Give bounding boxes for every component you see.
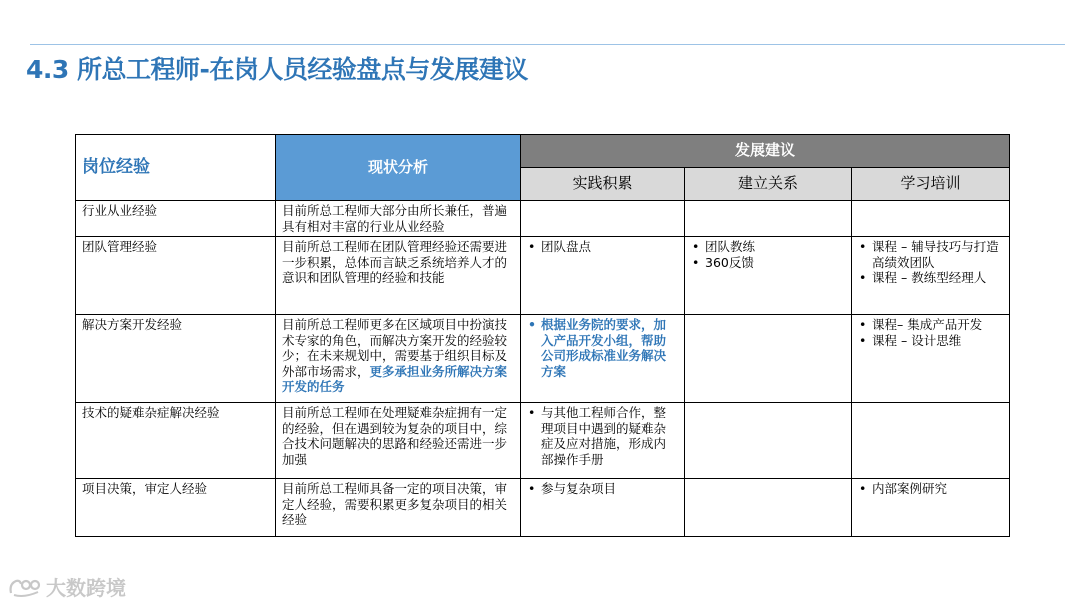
practice-cell xyxy=(521,315,685,403)
status-text: 目前所总工程师更多在区域项目中扮演技术专家的角色，而解决方案开发的经验较少；在未来规划中，需要基于组织目标及外部市场需求， xyxy=(282,317,508,379)
list-item: • 课程– 集成产品开发 xyxy=(872,317,1003,333)
row-label: 解决方案开发经验 xyxy=(76,315,276,403)
training-cell xyxy=(852,403,1010,479)
list-item: • 团队盘点 xyxy=(541,239,678,255)
row-label: 行业从业经验 xyxy=(76,201,276,237)
training-cell xyxy=(852,315,1010,403)
status-cell: 目前所总工程师大部分由所长兼任，普遍具有相对丰富的行业从业经验 xyxy=(276,201,521,237)
list-item: • 内部案例研究 xyxy=(872,481,1003,497)
list-item: • 团队教练 xyxy=(705,239,845,255)
table-row xyxy=(76,315,1010,403)
list-item: • 根据业务院的要求，加入产品开发小组，帮助公司形成标准业务解决方案 xyxy=(541,317,678,379)
relation-cell xyxy=(685,479,852,537)
status-cell: 目前所总工程师具备一定的项目决策，审定人经验，需要积累更多复杂项目的相关经验 xyxy=(276,479,521,537)
table-row xyxy=(76,201,1010,237)
relation-cell xyxy=(685,237,852,315)
title-divider xyxy=(30,44,1065,45)
practice-cell xyxy=(521,237,685,315)
relation-cell xyxy=(685,315,852,403)
practice-cell xyxy=(521,201,685,237)
practice-cell xyxy=(521,479,685,537)
status-cell: 目前所总工程师在处理疑难杂症拥有一定的经验，但在遇到较为复杂的项目中，综合技术问题解决的思路和经验还需进一步加强 xyxy=(276,403,521,479)
watermark xyxy=(8,572,126,601)
header-practice: 实践积累 xyxy=(521,168,685,201)
table-row xyxy=(76,479,1010,537)
watermark-text: 大数跨境 xyxy=(46,576,126,600)
relation-cell xyxy=(685,201,852,237)
training-cell xyxy=(852,237,1010,315)
relation-cell xyxy=(685,403,852,479)
row-label: 团队管理经验 xyxy=(76,237,276,315)
status-cell: 目前所总工程师在团队管理经验还需要进一步积累，总体而言缺乏系统培养人才的意识和团队管理的经验和技能 xyxy=(276,237,521,315)
list-item: • 课程 – 设计思维 xyxy=(872,333,1003,349)
experience-table xyxy=(75,134,1010,537)
table-row xyxy=(76,403,1010,479)
table-row xyxy=(76,237,1010,315)
list-item: • 参与复杂项目 xyxy=(541,481,678,497)
header-training: 学习培训 xyxy=(852,168,1010,201)
practice-cell xyxy=(521,403,685,479)
list-item: • 与其他工程师合作，整理项目中遇到的疑难杂症及应对措施，形成内部操作手册 xyxy=(541,405,678,467)
header-row-1 xyxy=(76,135,1010,168)
watermark-logo-icon xyxy=(8,576,42,598)
status-highlight: 更多承担业务所解决方案开发的任务 xyxy=(282,363,508,394)
page-title: 4.3 所总工程师-在岗人员经验盘点与发展建议 xyxy=(26,55,528,84)
row-label: 项目决策，审定人经验 xyxy=(76,479,276,537)
list-item: • 课程 – 教练型经理人 xyxy=(872,270,1003,286)
header-status-analysis: 现状分析 xyxy=(276,135,521,201)
header-development-suggestions: 发展建议 xyxy=(521,135,1010,168)
status-cell xyxy=(276,315,521,403)
header-relationship: 建立关系 xyxy=(685,168,852,201)
row-label: 技术的疑难杂症解决经验 xyxy=(76,403,276,479)
list-item: • 课程 – 辅导技巧与打造高绩效团队 xyxy=(872,239,1003,270)
training-cell xyxy=(852,201,1010,237)
training-cell xyxy=(852,479,1010,537)
header-position-experience: 岗位经验 xyxy=(76,135,276,201)
list-item: • 360反馈 xyxy=(705,255,845,271)
